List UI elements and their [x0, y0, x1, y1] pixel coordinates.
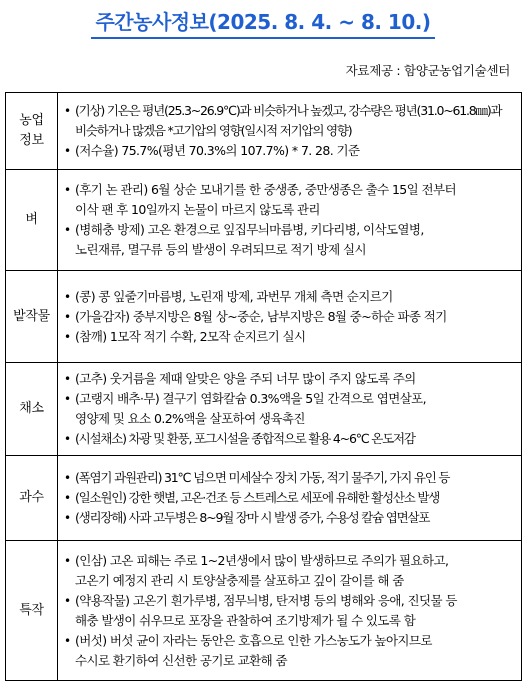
list-item: • (약용작물) 고온기 흰가루병, 점무늬병, 탄저병 등의 병해와 응애, 진딧물 등 해충 발생이 쉬우므로 포장을 관찰하여 조기방제가 될 수 있도록 함: [64, 591, 518, 631]
category-cell: [6, 363, 58, 456]
list-item: • (고랭지 배추·무) 결구기 염화칼슘 0.3%액을 5일 간격으로 엽면살포, 영양제 및 요소 0.2%액을 살포하여 생육촉진: [64, 389, 518, 429]
farming-info-table: [5, 92, 522, 681]
info-list: [64, 287, 518, 347]
content-cell: [58, 456, 522, 541]
page-title-text: 주간농사정보(2025. 8. 4. ~ 8. 10.): [91, 6, 434, 39]
table-row: [6, 271, 522, 363]
list-item: • (저수율) 75.7%(평년 70.3%의 107.7%) * 7. 28. 기준: [64, 141, 518, 161]
list-item: • (시설채소) 차광 및 환풍, 포그시설을 종합적으로 활용 4~6℃ 온도저감: [64, 429, 518, 449]
category-label: 과수: [19, 490, 44, 505]
list-item: • (인삼) 고온 피해는 주로 1~2년생에서 많이 발생하므로 주의가 필요하고, 고온기 예정지 관리 시 토양살충제를 살포하고 깊이 갈이를 해 줌: [64, 551, 518, 591]
category-cell: [6, 456, 58, 541]
list-item: • (가을감자) 중부지방은 8월 상~중순, 남부지방은 8월 중~하순 파종 적기: [64, 307, 518, 327]
list-item: • (폭염기 과원관리) 31℃ 넘으면 미세살수 장치 가동, 적기 물주기, 가지 유인 등: [64, 468, 518, 488]
page-title: [0, 6, 526, 39]
info-list: [64, 468, 518, 528]
content-cell: [58, 363, 522, 456]
content-cell: [58, 170, 522, 271]
info-list: [64, 101, 518, 161]
table-row: [6, 456, 522, 541]
content-cell: [58, 93, 522, 170]
list-item: • (생리장해) 사과 고두병은 8~9월 장마 시 발생 증가, 수용성 칼슘 엽면살포: [64, 508, 518, 528]
list-item: • (후기 논 관리) 6월 상순 모내기를 한 중생종, 중만생종은 출수 15일 전부터 이삭 팬 후 10일까지 논물이 마르지 않도록 관리: [64, 180, 518, 220]
list-item: • (일소원인) 강한 햇볕, 고온·건조 등 스트레스로 세포에 유해한 활성산소 발생: [64, 488, 518, 508]
table-row: [6, 363, 522, 456]
source-credit: 자료제공 : 함양군농업기술센터: [345, 63, 510, 78]
category-label: 벼: [25, 212, 38, 227]
info-list: [64, 180, 518, 260]
info-list: [64, 551, 518, 671]
info-list: [64, 369, 518, 449]
table-row: [6, 541, 522, 681]
category-label: 밭작물: [13, 308, 50, 324]
list-item: • (참깨) 1모작 적기 수확, 2모작 순지르기 실시: [64, 327, 518, 347]
category-cell: [6, 271, 58, 363]
category-cell: [6, 93, 58, 170]
list-item: • (버섯) 버섯 균이 자라는 동안은 호흡으로 인한 가스농도가 높아지므로 수시로 환기하여 신선한 공기로 교환해 줌: [64, 631, 518, 671]
category-label: 농업 정보: [19, 113, 44, 148]
table-row: [6, 170, 522, 271]
list-item: • (고추) 웃거름을 제때 알맞은 양을 주되 너무 많이 주지 않도록 주의: [64, 369, 518, 389]
list-item: • (병해충 방제) 고온 환경으로 잎집무늬마름병, 키다리병, 이삭도열병, 노린재류, 멸구류 등의 발생이 우려되므로 적기 방제 실시: [64, 220, 518, 260]
category-label: 특작: [19, 602, 44, 618]
category-label: 채소: [19, 401, 44, 416]
list-item: • (기상) 기온은 평년(25.3~26.9℃)과 비슷하거나 높겠고, 강수량은 평년(31.0~61.8㎜)과 비슷하거나 많겠음 *고기압의 영향(일시적 저기압의 영향): [64, 101, 518, 141]
content-cell: [58, 271, 522, 363]
category-cell: [6, 541, 58, 681]
content-cell: [58, 541, 522, 681]
list-item: • (콩) 콩 잎줄기마름병, 노린재 방제, 과번무 개체 측면 순지르기: [64, 287, 518, 307]
category-cell: [6, 170, 58, 271]
table-row: [6, 93, 522, 170]
